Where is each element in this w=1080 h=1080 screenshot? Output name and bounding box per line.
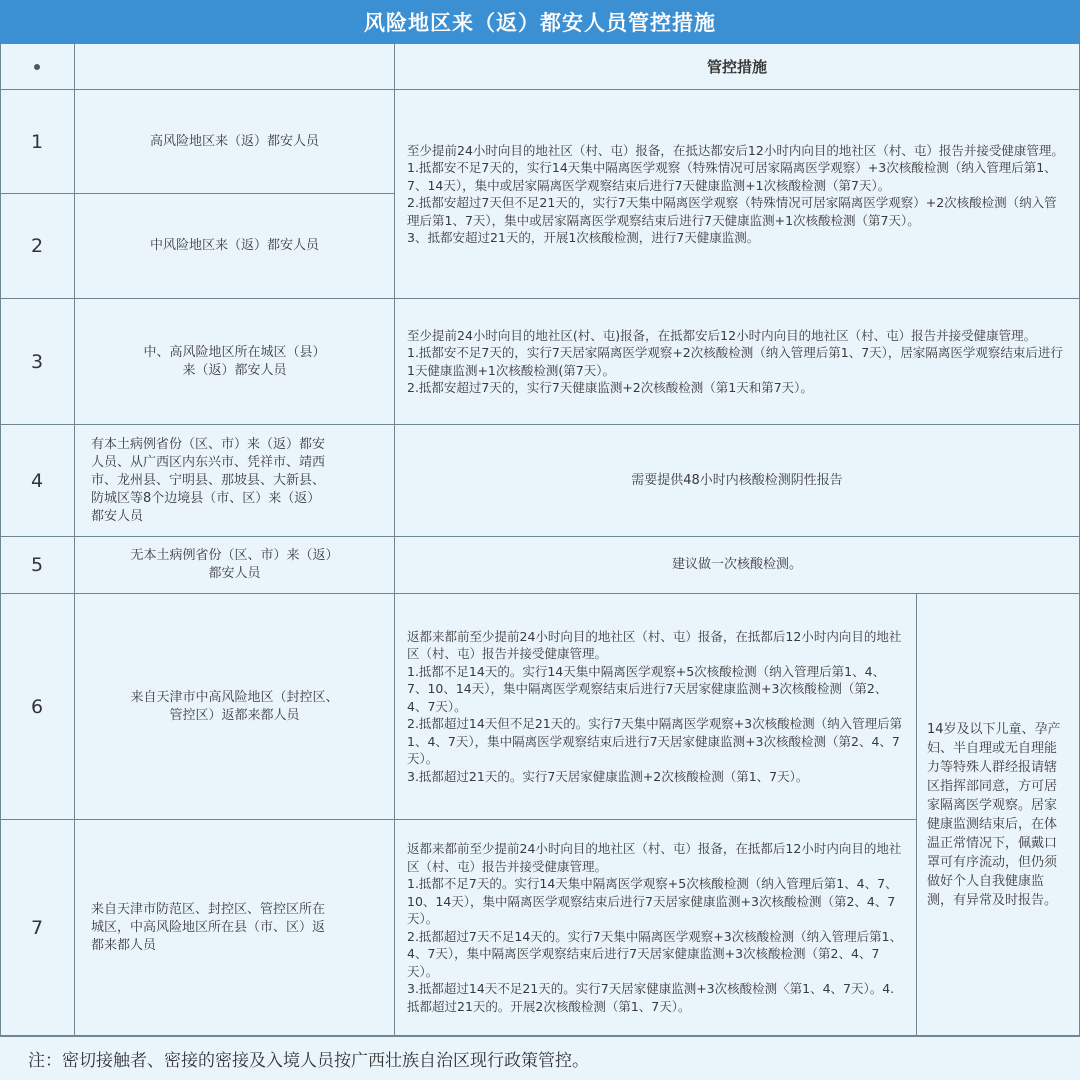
measures-row-7: 返都来都前至少提前24小时向目的地社区（村、屯）报备，在抵都后12小时内向目的地社区（村、屯）报告并接受健康管理。 1.抵都不足7天的。实行14天集中隔离医学观察+5次核酸检测（纳入管理后第1、4、7、10、14天），集中隔离医学观察结束后进行7天居家健康监测+3次核酸检测（第2、4、7天）。 2.抵都超过7天不足14天的。实行7天集中隔离医学观察+3次核酸检测（纳入管理后第1、4、7天），集中隔离医学观察结束后进行7天居家健康监测+3次核酸检测（第2、4、7天）。 3.抵都超过14天不足21天的。实行7天居家健康监测+3次核酸检测〈第1、4、7天）。4.抵都超过21天的。开展2次核酸检测（第1、7天）。 xyxy=(395,820,917,1036)
footnote: 注：密切接触者、密接的密接及入境人员按广西壮族自治区现行政策管控。 xyxy=(0,1036,1080,1080)
header-measures-label: 管控措施 xyxy=(706,58,767,76)
measures-table xyxy=(0,44,1080,1080)
measures-rows-1-2: 至少提前24小时向目的地社区（村、屯）报备，在抵达都安后12小时内向目的地社区（村、屯）报告并接受健康管理。 1.抵都安不足7天的，实行14天集中隔离医学观察（特殊情况可居家隔离医学观察）+3次核酸检测（纳入管理后第1、7、14天），集中或居家隔离医学观察结束后进行7天健康监测+1次核酸检测（第7天）。 2.抵都安超过7天但不足21天的，实行7天集中隔离医学观察（特殊情况可居家隔离医学观察）+2次核酸检测（纳入管理后第1、7天），集中或居家隔离医学观察结束后进行7天健康监测+1次核酸检测（第7天）。 3、抵都安超过21天的，开展1次核酸检测，进行7天健康监测。 xyxy=(395,90,1080,299)
row-category: 有本土病例省份（区、市）来（返）都安 人员、从广西区内东兴市、凭祥市、靖西 市、龙州县、宁明县、那坡县、大新县、 防城区等8个边境县（市、区）来（返） 都安人员 xyxy=(75,425,395,537)
row-number: 3 xyxy=(0,299,75,425)
row-category: 无本土病例省份（区、市）来（返） 都安人员 xyxy=(75,537,395,594)
row-category: 中、高风险地区所在城区（县） 来（返）都安人员 xyxy=(75,299,395,425)
measures-row-6: 返都来都前至少提前24小时向目的地社区（村、屯）报备，在抵都后12小时内向目的地社区（村、屯）报告并接受健康管理。 1.抵都不足14天的。实行14天集中隔离医学观察+5次核酸检测（纳入管理后第1、4、7、10、14天），集中隔离医学观察结束后进行7天居家健康监测+3次核酸检测（第2、4、7天）。 2.抵都超过14天但不足21天的。实行7天集中隔离医学观察+3次核酸检测（纳入管理后第1、4、7天），集中隔离医学观察结束后进行7天居家健康监测+3次核酸检测（第2、4、7天）。 3.抵都超过21天的。实行7天居家健康监测+2次核酸检测（第1、7天）。 xyxy=(395,594,917,820)
header-category-cell xyxy=(75,44,395,90)
header-index-cell xyxy=(0,44,75,90)
page-title: 风险地区来（返）都安人员管控措施 xyxy=(0,0,1080,44)
row-number: 6 xyxy=(0,594,75,820)
header-measures-cell xyxy=(395,44,1080,90)
dot-icon xyxy=(34,64,40,70)
row-category: 中风险地区来（返）都安人员 xyxy=(75,194,395,299)
special-population-note: 14岁及以下儿童、孕产妇、半自理或无自理能力等特殊人群经报请辖区指挥部同意，方可居家隔离医学观察。居家健康监测结束后，在体温正常情况下，佩戴口罩可有序流动，但仍须做好个人自我健康监测，有异常及时报告。 xyxy=(917,594,1080,1036)
measures-row-4: 需要提供48小时内核酸检测阴性报告 xyxy=(395,425,1080,537)
measures-row-3: 至少提前24小时向目的地社区(村、屯)报备，在抵都安后12小时内向目的地社区（村、屯）报告并接受健康管理。 1.抵都安不足7天的，实行7天居家隔离医学观察+2次核酸检测（纳入管理后第1、7天），居家隔离医学观察结束后进行1天健康监测+1次核酸检测(第7天）。 2.抵都安超过7天的，实行7天健康监测+2次核酸检测（第1天和第7天）。 xyxy=(395,299,1080,425)
row-number: 7 xyxy=(0,820,75,1036)
row-number: 1 xyxy=(0,90,75,194)
row-category: 高风险地区来（返）都安人员 xyxy=(75,90,395,194)
measures-row-5: 建议做一次核酸检测。 xyxy=(395,537,1080,594)
row-category: 来自天津市防范区、封控区、管控区所在 城区，中高风险地区所在县（市、区）返 都来都人员 xyxy=(75,820,395,1036)
table-left-border xyxy=(0,44,1,1036)
row-number: 4 xyxy=(0,425,75,537)
row-category: 来自天津市中高风险地区（封控区、 管控区）返都来都人员 xyxy=(75,594,395,820)
row-number: 2 xyxy=(0,194,75,299)
row-number: 5 xyxy=(0,537,75,594)
